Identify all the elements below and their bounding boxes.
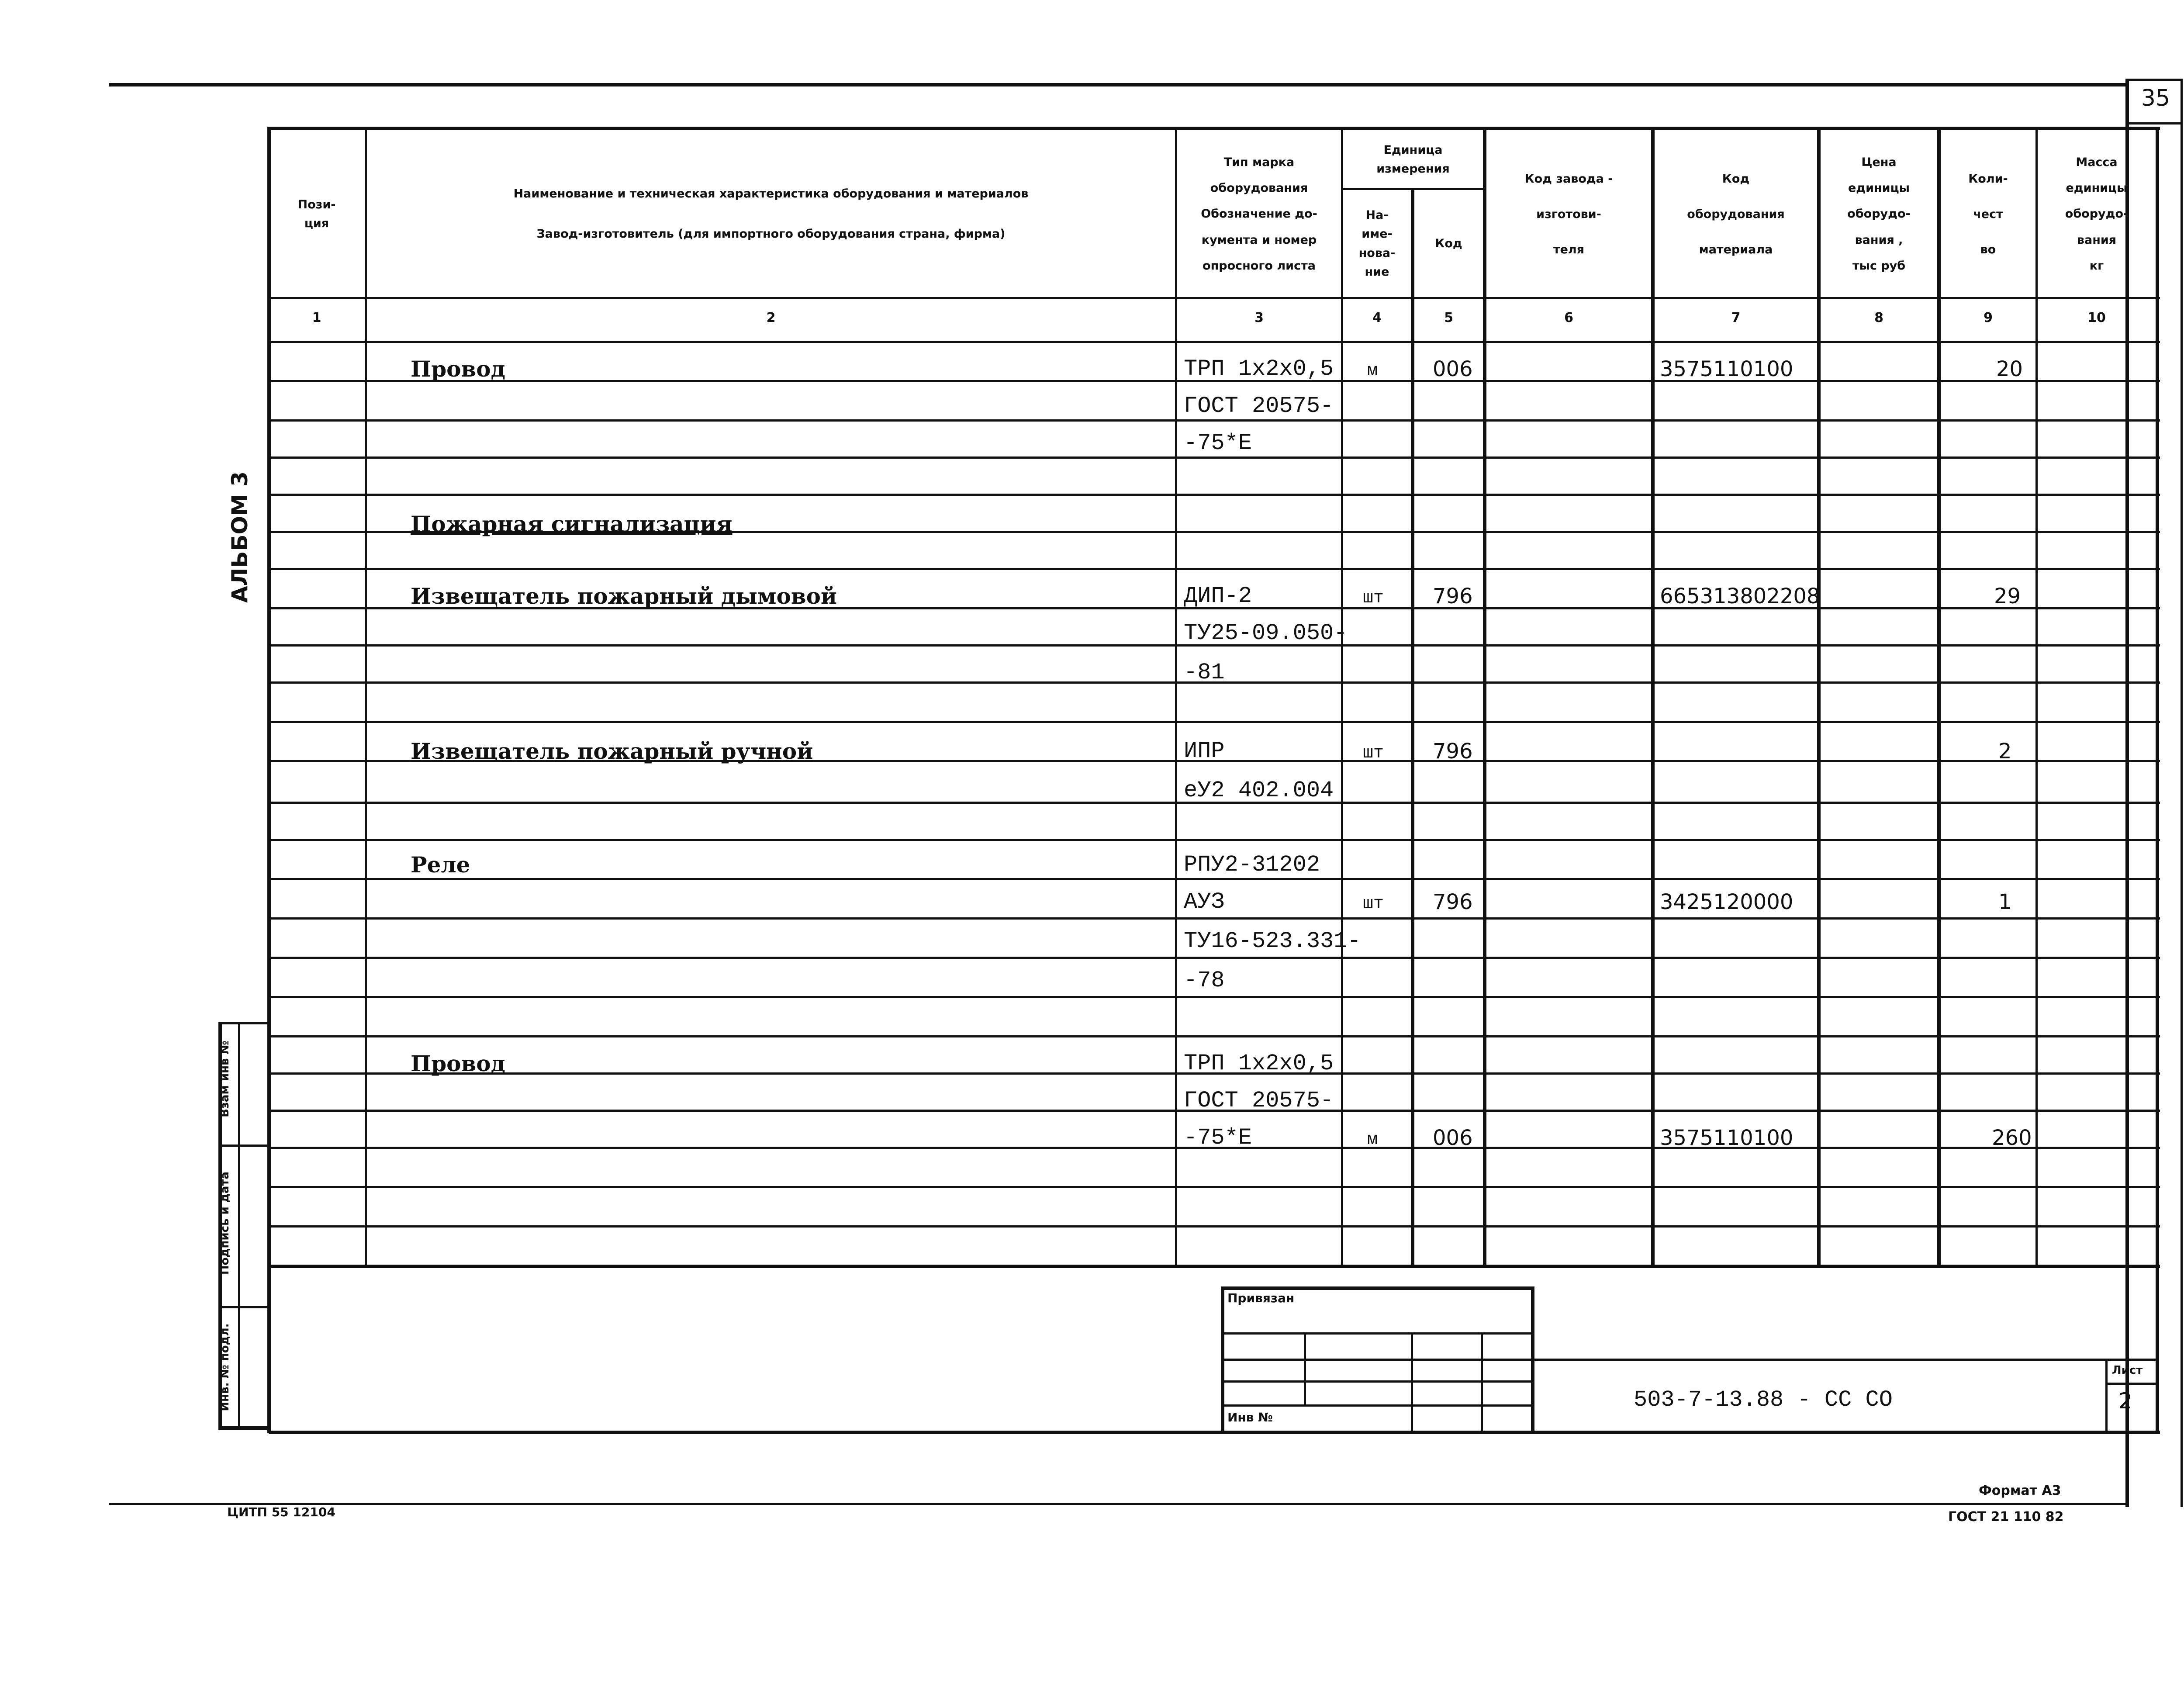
stamp-line — [1221, 1286, 1224, 1433]
header-text: Коли- — [1968, 172, 2008, 186]
colnum-2: 2 — [766, 310, 776, 325]
table-row-material: 3575110100 — [1660, 357, 1794, 381]
table-row-type: ИПР — [1184, 738, 1225, 764]
header-text: Тип марка — [1223, 155, 1295, 169]
header-text: Завод-изготовитель (для импортного оборудования страна, фирма) — [536, 227, 1006, 241]
side-stamp-label: Взам инв № — [218, 1041, 232, 1117]
table-row-material: 3425120000 — [1660, 890, 1794, 914]
table-row-name: Провод — [411, 1051, 505, 1076]
header-text: кумента и номер — [1201, 233, 1317, 247]
table-row-name: Извещатель пожарный ручной — [411, 738, 813, 764]
table-row-type: ТУ16-523.331- — [1184, 928, 1361, 954]
footer-left-code: ЦИТП 55 12104 — [227, 1505, 335, 1519]
table-row-qty: 20 — [1996, 357, 2023, 381]
row-line — [269, 1225, 2160, 1228]
side-stamp-line — [238, 1022, 240, 1428]
stamp-bottom-line — [269, 1431, 2160, 1434]
table-row-type: -81 — [1184, 660, 1225, 685]
table-row-material: 3575110100 — [1660, 1126, 1794, 1150]
stamp-line — [1481, 1332, 1483, 1431]
header-text: вания , — [1855, 233, 1903, 247]
table-row-type: -78 — [1184, 968, 1225, 993]
header-text: оборудования — [1210, 181, 1308, 195]
header-text: во — [1980, 242, 1996, 256]
table-row-unit: м — [1367, 361, 1378, 381]
stamp-line — [1411, 1332, 1413, 1431]
page-number-box-top — [2125, 79, 2183, 81]
colnum-1: 1 — [312, 310, 321, 325]
header-qty — [1941, 131, 2035, 297]
header-text: Пози- — [297, 197, 336, 211]
header-text: кг — [2089, 259, 2104, 273]
row-line — [269, 957, 2160, 959]
colnum-10: 10 — [2087, 310, 2106, 325]
colnum-3: 3 — [1254, 310, 1264, 325]
header-text: оборудо- — [2065, 207, 2129, 221]
row-line — [269, 878, 2160, 880]
header-factory-code — [1486, 131, 1651, 297]
table-row-name: Реле — [411, 852, 470, 878]
header-text: Код — [1722, 172, 1750, 186]
col-line-6 — [1651, 127, 1655, 1267]
stamp-line — [2105, 1359, 2108, 1433]
header-name — [367, 131, 1175, 297]
col-line-1 — [365, 127, 367, 1267]
colnum-bottom-line — [269, 341, 2160, 343]
header-text: Единица — [1383, 143, 1443, 157]
colnum-9: 9 — [1984, 310, 1993, 325]
footer-line — [109, 1503, 2127, 1505]
album-label: АЛЬБОМ 3 — [227, 471, 252, 603]
row-line — [269, 1186, 2160, 1188]
table-row-type: -75*Е — [1184, 1125, 1252, 1151]
table-row-type: ГОСТ 20575- — [1184, 393, 1334, 419]
col-line-10 — [2156, 127, 2159, 1433]
header-text: единицы — [1848, 181, 1910, 195]
stamp-line — [1221, 1404, 1533, 1407]
table-row-code: 796 — [1433, 739, 1473, 764]
stamp-line — [1221, 1286, 1533, 1290]
row-line — [269, 456, 2160, 459]
header-mass — [2038, 131, 2156, 297]
row-line — [269, 419, 2160, 422]
colnum-4: 4 — [1372, 310, 1382, 325]
header-material-code — [1655, 131, 1817, 297]
table-row-material: 665313802208 — [1660, 584, 1820, 609]
stamp-line — [1531, 1359, 2158, 1361]
col-line-8 — [1937, 127, 1941, 1267]
header-text: тыс руб — [1852, 259, 1906, 273]
header-text: ние — [1365, 265, 1389, 279]
col-line-7 — [1817, 127, 1821, 1267]
table-row-qty: 29 — [1994, 584, 2021, 609]
table-row-code: 006 — [1433, 357, 1473, 381]
stamp-line — [1221, 1359, 1533, 1361]
header-text: Код завода - — [1524, 172, 1613, 186]
header-text: Обозначение до- — [1201, 207, 1317, 221]
table-row-code: 796 — [1433, 890, 1473, 914]
header-text: измерения — [1376, 162, 1450, 176]
header-text: име- — [1362, 227, 1393, 241]
table-row-qty: 2 — [1998, 739, 2012, 764]
table-top-line — [269, 127, 2160, 130]
table-row-type: ГОСТ 20575- — [1184, 1088, 1334, 1113]
header-position — [269, 131, 365, 297]
top-border-line — [109, 83, 2127, 86]
row-line — [269, 917, 2160, 920]
header-bottom-line — [269, 297, 2160, 299]
table-row-code: 796 — [1433, 584, 1473, 609]
header-text: Цена — [1861, 155, 1897, 169]
table-row-unit: м — [1367, 1130, 1378, 1150]
table-row-qty: 1 — [1998, 890, 2012, 914]
row-line — [269, 996, 2160, 998]
table-row-qty: 260 — [1992, 1126, 2032, 1150]
row-line — [269, 721, 2160, 723]
col-line-4 — [1411, 188, 1414, 1267]
stamp-privyazan: Привязан — [1227, 1291, 1295, 1305]
header-text: изготови- — [1536, 207, 1601, 221]
col-line-3 — [1341, 127, 1343, 1267]
side-stamp-label: Подпись и дата — [218, 1171, 232, 1275]
colnum-8: 8 — [1874, 310, 1883, 325]
table-row-unit: шт — [1363, 743, 1384, 763]
page-number-box-line — [2125, 122, 2183, 124]
colnum-5: 5 — [1444, 310, 1453, 325]
header-text: вания — [2077, 233, 2117, 247]
colnum-6: 6 — [1564, 310, 1573, 325]
stamp-line — [1304, 1332, 1306, 1404]
header-unit-group — [1343, 131, 1483, 188]
table-row-type: АУЗ — [1184, 889, 1225, 915]
header-unit-name — [1343, 190, 1411, 297]
stamp-inv-no: Инв № — [1227, 1410, 1273, 1425]
row-line — [269, 1035, 2160, 1037]
col-line-5 — [1483, 127, 1486, 1267]
document-code: 503-7-13.88 - СС СО — [1634, 1387, 1893, 1413]
colnum-7: 7 — [1731, 310, 1741, 325]
table-row-type: -75*Е — [1184, 430, 1252, 456]
row-line — [269, 568, 2160, 570]
table-row-type: ДИП-2 — [1184, 583, 1252, 609]
sheet-label: Лист — [2112, 1364, 2143, 1377]
page-number: 35 — [2141, 85, 2170, 111]
table-row-unit: шт — [1363, 588, 1384, 608]
header-text: Наименование и техническая характеристика оборудования и материалов — [513, 187, 1029, 201]
section-heading: Пожарная сигнализация — [411, 511, 733, 537]
stamp-line — [2105, 1383, 2158, 1385]
header-unit-code — [1414, 190, 1483, 297]
table-row-code: 006 — [1433, 1126, 1473, 1150]
table-row-name: Провод — [411, 356, 505, 382]
sheet-number: 2 — [2118, 1388, 2132, 1414]
col-line-2 — [1175, 127, 1177, 1267]
right-outer-line — [2181, 79, 2183, 1507]
table-row-type: ТУ25-09.050- — [1184, 620, 1348, 646]
header-text: ция — [304, 217, 329, 230]
header-text: Масса — [2076, 155, 2118, 169]
table-row-name: Извещатель пожарный дымовой — [411, 583, 837, 609]
table-row-type: еУ2 402.004 — [1184, 778, 1334, 803]
row-line — [269, 839, 2160, 841]
table-row-type: ТРП 1х2х0,5 — [1184, 1051, 1334, 1076]
table-row-type: ТРП 1х2х0,5 — [1184, 356, 1334, 382]
stamp-line — [1221, 1380, 1533, 1383]
header-text: единицы — [2066, 181, 2128, 195]
header-text: чест — [1973, 207, 2003, 221]
header-text: На- — [1365, 208, 1389, 222]
header-text: теля — [1553, 242, 1585, 256]
header-text: оборудо- — [1847, 207, 1911, 221]
header-type — [1177, 131, 1341, 297]
footer-format: Формат А3 — [1979, 1483, 2061, 1498]
row-line — [269, 494, 2160, 496]
col-line-9 — [2035, 127, 2038, 1267]
header-text: оборудования — [1687, 207, 1785, 221]
footer-gost: ГОСТ 21 110 82 — [1948, 1509, 2064, 1525]
header-text: материала — [1699, 242, 1773, 256]
header-text: Код — [1435, 236, 1462, 250]
side-stamp-label: Инв. № подл. — [218, 1323, 232, 1411]
header-price — [1821, 131, 1937, 297]
table-row-type: РПУ2-31202 — [1184, 852, 1320, 878]
table-bottom-line — [269, 1265, 2160, 1268]
stamp-line — [1221, 1332, 1533, 1335]
header-text: опросного листа — [1203, 259, 1316, 273]
header-text: нова- — [1358, 246, 1396, 260]
table-row-unit: шт — [1363, 894, 1384, 914]
